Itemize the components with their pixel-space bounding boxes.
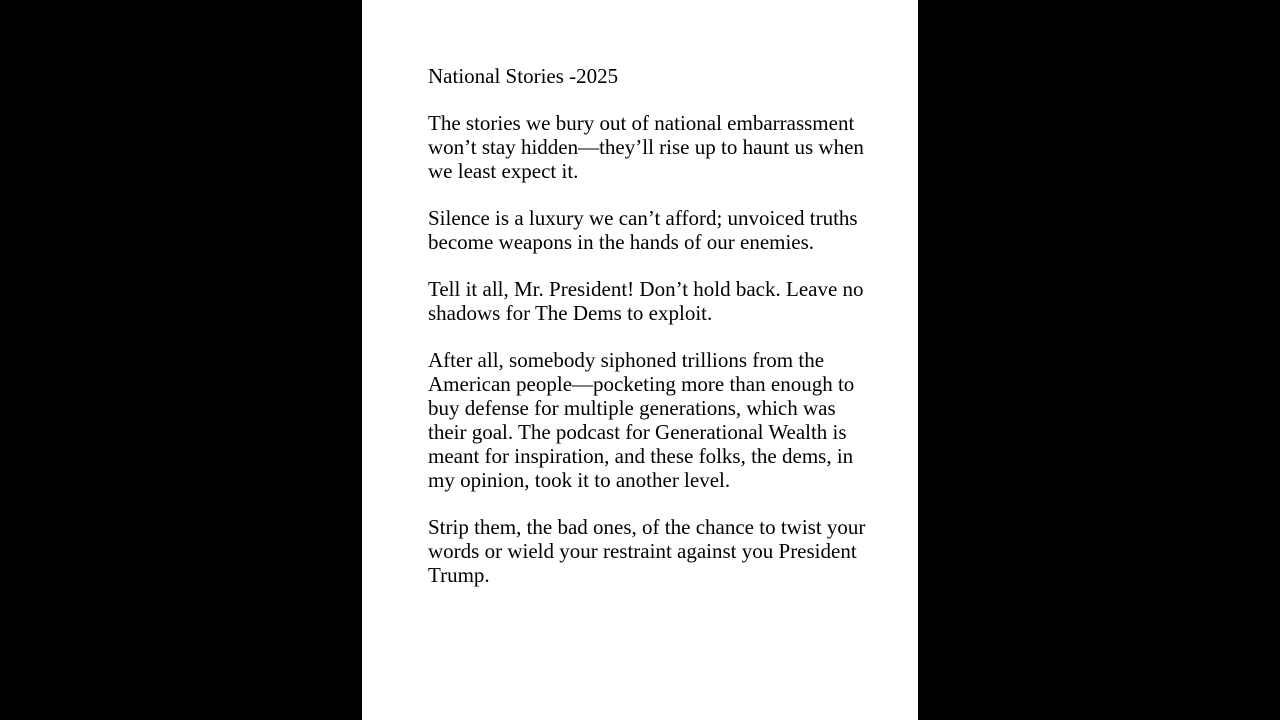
document-page	[362, 0, 918, 720]
page-title: National Stories -2025	[428, 64, 619, 88]
paragraph-5: Strip them, the bad ones, of the chance to twist your words or wield your restraint against you President Trump.	[428, 515, 866, 587]
paragraph-4: After all, somebody siphoned trillions from the American people—pocketing more than enough to buy defense for multiple generations, which was their goal. The podcast for Generational Wealth is meant for inspiration, and these folks, the dems, in my opinion, took it to another level.	[428, 348, 855, 492]
paragraph-3: Tell it all, Mr. President! Don’t hold back. Leave no shadows for The Dems to exploit.	[428, 277, 864, 325]
document-content	[428, 64, 868, 610]
paragraph-1: The stories we bury out of national embarrassment won’t stay hidden—they’ll rise up to haunt us when we least expect it.	[428, 111, 864, 183]
paragraph-2: Silence is a luxury we can’t afford; unvoiced truths become weapons in the hands of our enemies.	[428, 206, 858, 254]
